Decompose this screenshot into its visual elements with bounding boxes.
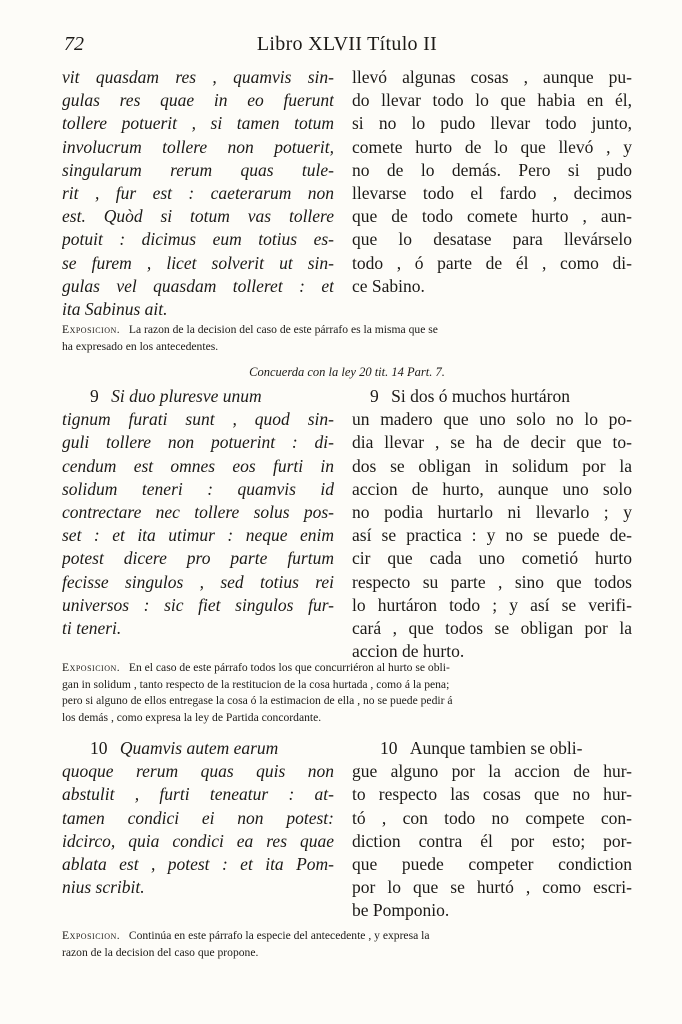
text-line: involucrum tollere non potuerit, bbox=[62, 136, 334, 157]
text-line: dia llevar , se ha de decir que to- bbox=[352, 432, 632, 453]
text-line: potest dicere pro parte furtum bbox=[62, 548, 334, 569]
text-line: ti teneri. bbox=[62, 618, 122, 639]
text-line bbox=[352, 385, 632, 408]
spanish-column bbox=[352, 66, 632, 298]
spanish-first-line: Si dos ó muchos hurtáron bbox=[391, 386, 571, 406]
text-line: un madero que uno solo no lo po- bbox=[352, 409, 632, 430]
book-page bbox=[62, 0, 632, 1024]
exposicion-line bbox=[62, 660, 632, 677]
text-line: accion de hurto, aunque uno solo bbox=[352, 478, 632, 499]
text-line: cir que cada uno cometió hurto bbox=[352, 548, 632, 569]
text-line: tignum furati sunt , quod sin- bbox=[62, 409, 334, 430]
latin-first-line: Si duo pluresve unum bbox=[111, 386, 262, 406]
text-line: do llevar todo lo que habia en él, bbox=[352, 90, 632, 111]
text-line: fecisse singulos , sed totius rei bbox=[62, 571, 334, 592]
exposicion-section-8 bbox=[62, 322, 632, 355]
exposicion-line bbox=[62, 322, 632, 339]
text-line: set : et ita utimur : neque enim bbox=[62, 525, 334, 546]
latin-column bbox=[62, 737, 334, 899]
text-line: accion de hurto. bbox=[352, 641, 465, 662]
text-line: to respecto las cosas que no hur- bbox=[352, 784, 632, 805]
text-line: nius scribit. bbox=[62, 877, 145, 898]
section-number: 10 bbox=[380, 738, 398, 758]
exposicion-line: los demás , como expresa la ley de Partida concordante. bbox=[62, 710, 322, 724]
text-line: dos se obligan in solidum por la bbox=[352, 455, 632, 476]
exposicion-line: razon de la decision del caso que propone. bbox=[62, 945, 259, 959]
text-line: respecto su parte , sino que todos bbox=[352, 571, 632, 592]
latin-column bbox=[62, 385, 334, 640]
text-line: abstulit , furti teneatur : at- bbox=[62, 784, 334, 805]
text-line: idcirco, quia condici ea res quae bbox=[62, 830, 334, 851]
text-line: ce Sabino. bbox=[352, 275, 425, 296]
text-line: no podia hurtarlo ni llevarlo ; y bbox=[352, 502, 632, 523]
text-line: tó , con todo no compete con- bbox=[352, 807, 632, 828]
text-line bbox=[62, 737, 334, 760]
spanish-column bbox=[352, 385, 632, 663]
text-line: se furem , licet solverit ut sin- bbox=[62, 252, 334, 273]
text-line: que de todo comete hurto , aun- bbox=[352, 206, 632, 227]
page-number: 72 bbox=[64, 33, 84, 55]
exposicion-line: pero si alguno de ellos entregase la cosa ó la estimacion de ella , no se puede pedir á bbox=[62, 694, 453, 707]
text-line: est. Quòd si totum vas tollere bbox=[62, 206, 334, 227]
text-line: comete hurto de lo que llevó , y bbox=[352, 136, 632, 157]
text-line: solidum teneri : quamvis id bbox=[62, 478, 334, 499]
text-line: lo hurtáron todo ; y así se verifi- bbox=[352, 594, 632, 615]
text-line: ita Sabinus ait. bbox=[62, 299, 168, 320]
text-line: gulas vel quasdam tolleret : et bbox=[62, 275, 334, 296]
text-line: universos : sic fiet singulos fur- bbox=[62, 594, 334, 615]
exposicion-text: Continúa en este párrafo la especie del antecedente , y expresa la bbox=[128, 929, 430, 942]
text-line: tollere potuerit , si tamen totum bbox=[62, 113, 334, 134]
text-line bbox=[62, 385, 334, 408]
section-number: 9 bbox=[370, 386, 379, 406]
section-8 bbox=[62, 66, 632, 320]
text-line: así se practica : y no se puede de- bbox=[352, 525, 632, 546]
text-line: singularum rerum quas tule- bbox=[62, 159, 334, 180]
latin-column bbox=[62, 66, 334, 321]
spanish-first-line: Aunque tambien se obli- bbox=[409, 738, 583, 758]
text-line: llevarse todo el fardo , decimos bbox=[352, 183, 632, 204]
text-line: be Pomponio. bbox=[352, 900, 450, 921]
text-line: no de lo demás. Pero si pudo bbox=[352, 159, 632, 180]
exposicion-section-10 bbox=[62, 928, 632, 961]
exposicion-text: En el caso de este párrafo todos los que concurriéron al hurto se obli- bbox=[128, 661, 450, 674]
text-line: que puede competer condiction bbox=[352, 854, 632, 875]
text-line: todo , ó parte de él , como di- bbox=[352, 252, 632, 273]
text-line: vit quasdam res , quamvis sin- bbox=[62, 67, 334, 87]
running-head: Libro XLVII Título II bbox=[256, 33, 438, 55]
exposicion-section-9 bbox=[62, 660, 632, 726]
section-9 bbox=[62, 385, 632, 662]
text-line: potuit : dicimus eum totius es- bbox=[62, 229, 334, 250]
section-number: 9 bbox=[90, 386, 99, 406]
section-number: 10 bbox=[90, 738, 108, 758]
exposicion-line bbox=[62, 928, 632, 945]
exposicion-line: gan in solidum , tanto respecto de la restitucion de la cosa hurtada , como á la pena; bbox=[62, 677, 450, 691]
text-line: cará , que todos se obligan por la bbox=[352, 618, 632, 639]
text-line: gulas res quae in eo fuerunt bbox=[62, 90, 334, 111]
text-line: contrectare nec tollere solus pos- bbox=[62, 502, 334, 523]
exposicion-label: Exposicion. bbox=[62, 323, 121, 336]
text-line: diction contra él por esto; por- bbox=[352, 830, 632, 851]
text-line: por lo que se hurtó , como escri- bbox=[352, 877, 632, 898]
text-line: cendum est omnes eos furti in bbox=[62, 455, 334, 476]
text-line: gue alguno por la accion de hur- bbox=[352, 761, 632, 782]
concordance-note: Concuerda con la ley 20 tit. 14 Part. 7. bbox=[249, 365, 445, 379]
text-line: ablata est , potest : et ita Pom- bbox=[62, 854, 334, 875]
page-header bbox=[62, 33, 632, 61]
text-line: guli tollere non potuerint : di- bbox=[62, 432, 334, 453]
text-line: tamen condici ei non potest: bbox=[62, 807, 334, 828]
text-line: si no lo pudo llevar todo junto, bbox=[352, 113, 632, 134]
exposicion-text: La razon de la decision del caso de este párrafo es la misma que se bbox=[128, 323, 438, 336]
text-line bbox=[352, 737, 632, 760]
exposicion-label: Exposicion. bbox=[62, 661, 121, 674]
text-line: llevó algunas cosas , aunque pu- bbox=[352, 67, 632, 87]
exposicion-line: ha expresado en los antecedentes. bbox=[62, 339, 219, 353]
exposicion-label: Exposicion. bbox=[62, 929, 121, 942]
spanish-column bbox=[352, 737, 632, 923]
section-10 bbox=[62, 737, 632, 927]
text-line: que lo desatase para llevárselo bbox=[352, 229, 632, 250]
latin-first-line: Quamvis autem earum bbox=[119, 738, 279, 758]
text-line: rit , fur est : caeterarum non bbox=[62, 183, 334, 204]
text-line: quoque rerum quas quis non bbox=[62, 761, 334, 782]
